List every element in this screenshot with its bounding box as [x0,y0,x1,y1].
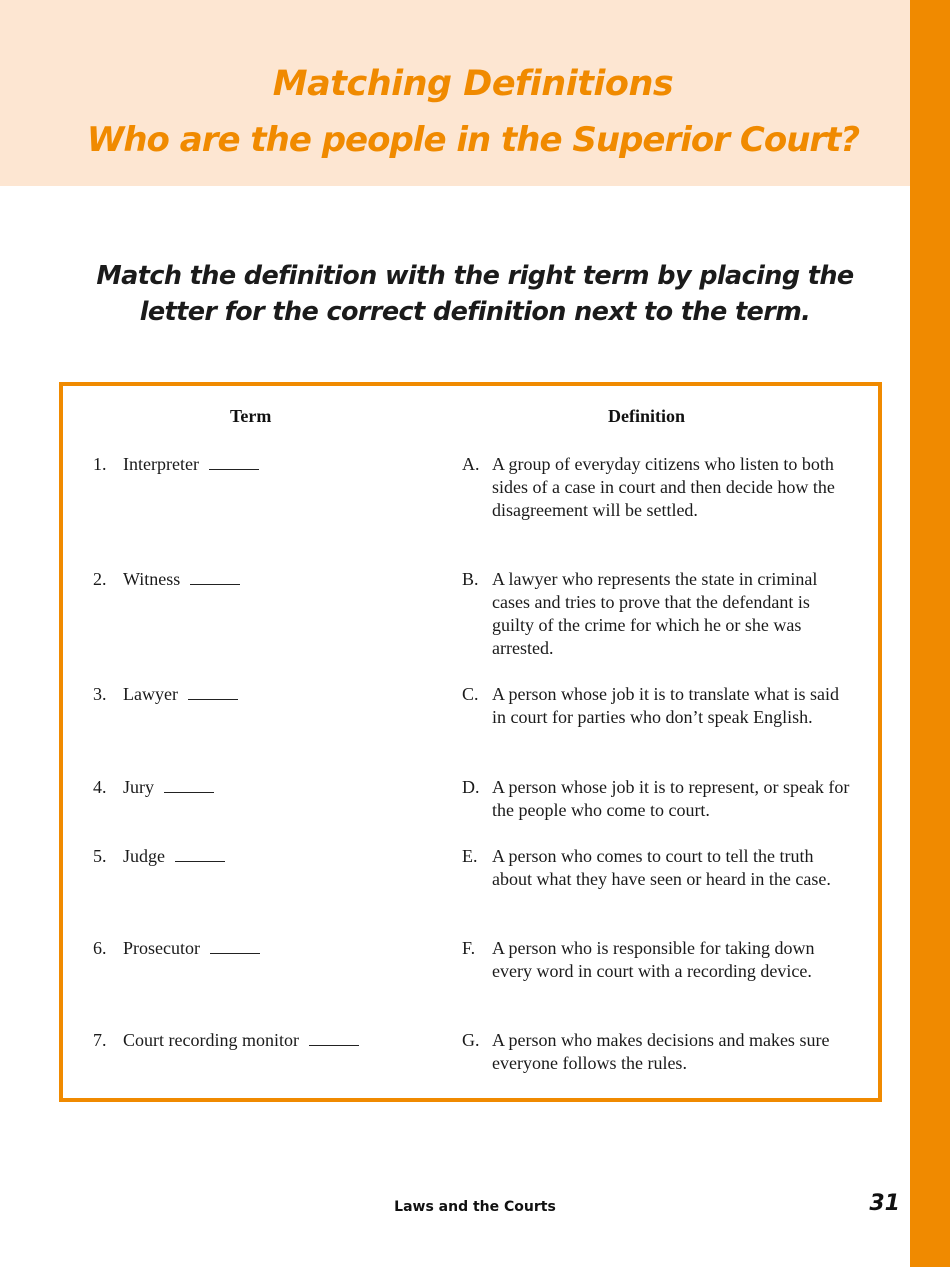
term-number: 5. [93,846,107,866]
definition-letter: F. [462,938,476,958]
header-band [0,0,910,186]
term-item [93,568,240,591]
answer-blank[interactable] [188,683,238,700]
definition-column-header: Definition [608,406,686,426]
definition-item [462,776,852,822]
term-label: Witness [123,569,181,589]
term-label: Interpreter [123,454,199,474]
definition-item [462,937,852,983]
page-subtitle: Who are the people in the Superior Court? [86,120,860,160]
page-number: 31 [869,1191,900,1216]
term-label: Prosecutor [123,938,200,958]
definition-letter: D. [462,777,480,797]
definition-letter: A. [462,454,480,474]
definition-text: A person whose job it is to translate what is said in court for parties who don’t speak English. [492,684,839,727]
term-label: Judge [123,846,165,866]
term-item [93,937,260,960]
answer-blank[interactable] [164,776,214,793]
term-number: 3. [93,684,107,704]
answer-blank[interactable] [210,937,260,954]
term-number: 4. [93,777,107,797]
term-number: 6. [93,938,107,958]
term-item [93,776,214,799]
page-title: Matching Definitions [272,64,674,104]
term-label: Court recording monitor [123,1030,299,1050]
term-label: Jury [123,777,154,797]
term-column-header: Term [230,406,272,426]
definition-text: A person who makes decisions and makes sure everyone follows the rules. [492,1030,830,1073]
definition-text: A person who is responsible for taking down every word in court with a recording device. [492,938,815,981]
definition-text: A person whose job it is to represent, or speak for the people who come to court. [492,777,850,820]
term-number: 1. [93,454,107,474]
definition-letter: G. [462,1030,480,1050]
definition-text: A lawyer who represents the state in criminal cases and tries to prove that the defendant is guilty of the crime for which he or she was arrested. [492,569,818,658]
definition-item [462,1029,852,1075]
matching-table [59,382,882,1102]
orange-side-bar [910,0,950,1267]
definition-item [462,568,852,660]
definition-letter: B. [462,569,479,589]
definition-item [462,845,852,891]
term-item [93,453,259,476]
footer-book-title: Laws and the Courts [394,1199,556,1215]
definition-item [462,453,852,522]
term-label: Lawyer [123,684,178,704]
definition-letter: E. [462,846,478,866]
term-number: 7. [93,1030,107,1050]
answer-blank[interactable] [309,1029,359,1046]
answer-blank[interactable] [190,568,240,585]
definition-item [462,683,852,729]
answer-blank[interactable] [175,845,225,862]
definition-text: A group of everyday citizens who listen to both sides of a case in court and then decide how the disagreement will be settled. [492,454,835,520]
term-item [93,683,238,706]
term-number: 2. [93,569,107,589]
definition-text: A person who comes to court to tell the truth about what they have seen or heard in the case. [492,846,831,889]
instructions-text: Match the definition with the right term by placing the letter for the correct definition next to the term. [96,261,854,327]
term-item [93,1029,359,1052]
term-item [93,845,225,868]
definition-letter: C. [462,684,479,704]
answer-blank[interactable] [209,453,259,470]
